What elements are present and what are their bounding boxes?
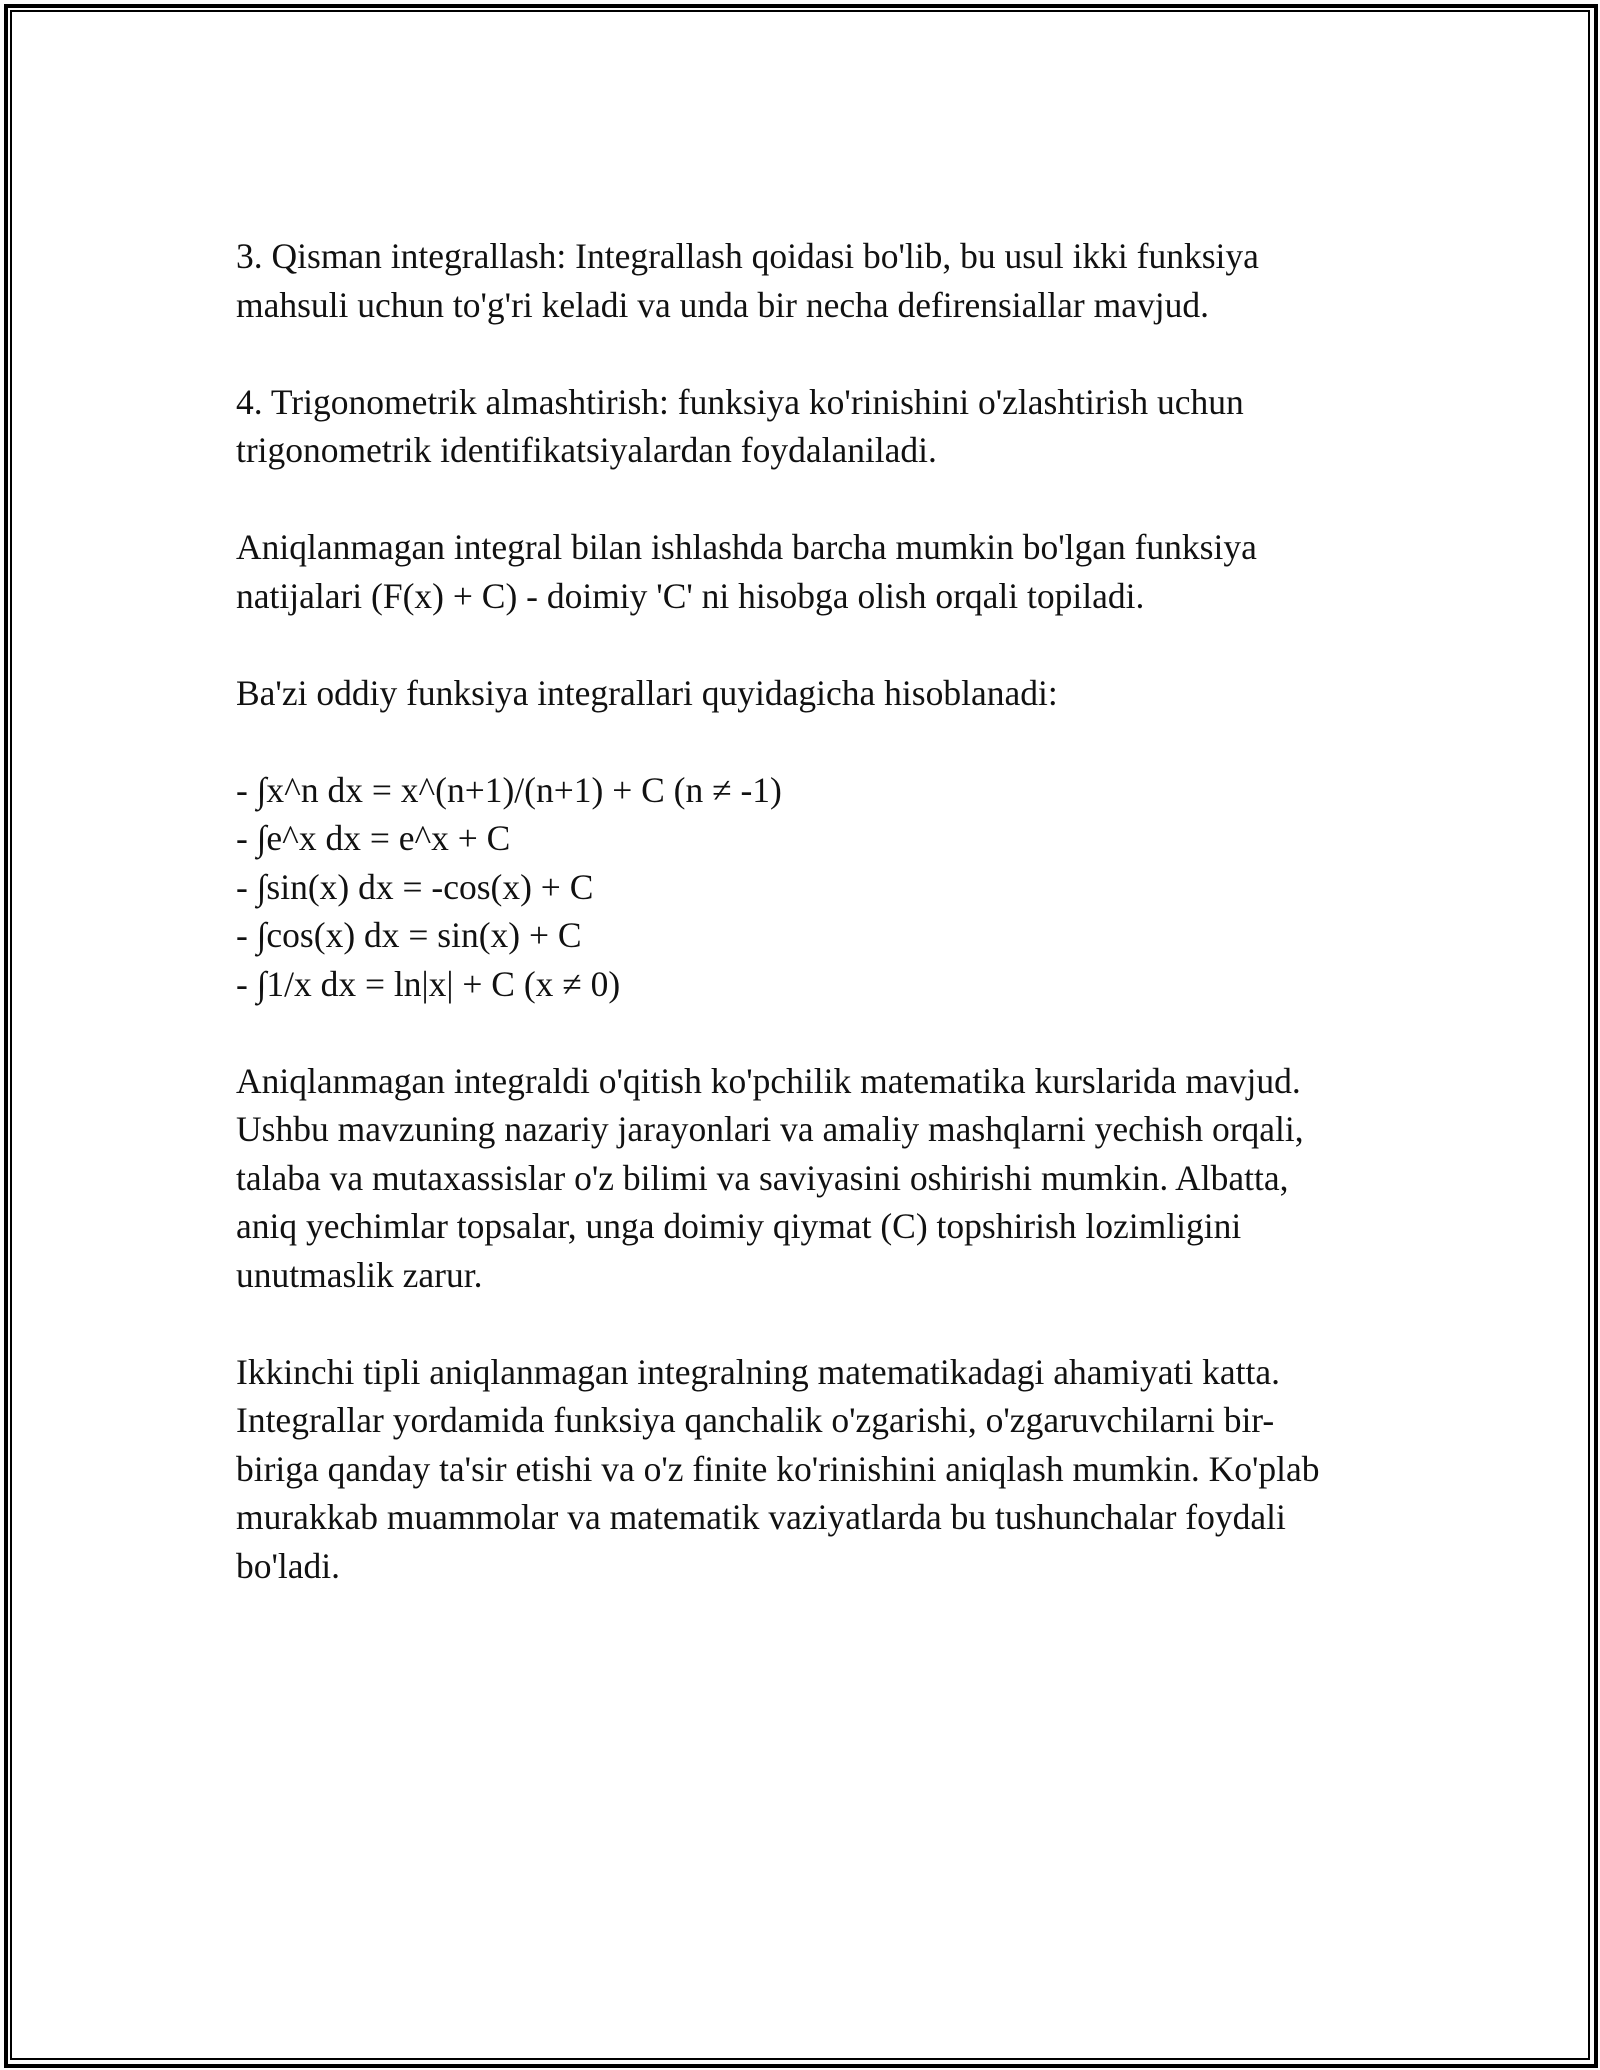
text-line: murakkab muammolar va matematik vaziyatlarda bu tushunchalar foydali — [236, 1497, 1286, 1537]
text-line: unutmaslik zarur. — [236, 1254, 483, 1295]
text-line: Integrallar yordamida funksiya qanchalik o'zgarishi, o'zgaruvchilarni bir- — [236, 1400, 1275, 1440]
paragraph-trigonometric-substitution — [236, 378, 1386, 475]
text-line: Aniqlanmagan integral bilan ishlashda barcha mumkin bo'lgan funksiya — [236, 527, 1257, 567]
integral-formula-list — [236, 766, 1386, 1009]
text-line: Ba'zi oddiy funksiya integrallari quyidagicha hisoblanadi: — [236, 672, 1058, 713]
paragraph-formula-intro — [236, 669, 1386, 718]
formula-item-exponential: - ∫e^x dx = e^x + C — [236, 818, 511, 858]
formula-item-power: - ∫x^n dx = x^(n+1)/(n+1) + C (n ≠ -1) — [236, 769, 782, 810]
text-line: trigonometrik identifikatsiyalardan foydalaniladi. — [236, 430, 937, 470]
paragraph-constant-c — [236, 523, 1386, 620]
paragraph-importance — [236, 1348, 1386, 1591]
paragraph-partial-integration — [236, 232, 1386, 329]
text-line: Ikkinchi tipli aniqlanmagan integralning matematikadagi ahamiyati katta. — [236, 1351, 1280, 1392]
text-line: talaba va mutaxassislar o'z bilimi va saviyasini oshirishi mumkin. Albatta, — [236, 1157, 1289, 1198]
paragraph-teaching — [236, 1057, 1386, 1300]
text-line: natijalari (F(x) + C) - doimiy 'C' ni hisobga olish orqali topiladi. — [236, 575, 1145, 616]
text-line: biriga qanday ta'sir etishi va o'z finite ko'rinishini aniqlash mumkin. Ko'plab — [236, 1448, 1320, 1489]
text-line: 4. Trigonometrik almashtirish: funksiya ko'rinishini o'zlashtirish uchun — [236, 381, 1244, 422]
document-body — [236, 232, 1386, 1639]
text-line: mahsuli uchun to'g'ri keladi va unda bir necha defirensiallar mavjud. — [236, 284, 1209, 325]
text-line: bo'ladi. — [236, 1545, 341, 1586]
formula-item-reciprocal: - ∫1/x dx = ln|x| + C (x ≠ 0) — [236, 963, 621, 1004]
formula-item-cosine: - ∫cos(x) dx = sin(x) + C — [236, 915, 582, 955]
text-line: Aniqlanmagan integraldi o'qitish ko'pchilik matematika kurslarida mavjud. — [236, 1060, 1301, 1101]
text-line: aniq yechimlar topsalar, unga doimiy qiymat (C) topshirish lozimligini — [236, 1206, 1242, 1246]
text-line: Ushbu mavzuning nazariy jarayonlari va amaliy mashqlarni yechish orqali, — [236, 1109, 1304, 1149]
formula-item-sine: - ∫sin(x) dx = -cos(x) + C — [236, 866, 594, 907]
text-line: 3. Qisman integrallash: Integrallash qoidasi bo'lib, bu usul ikki funksiya — [236, 236, 1259, 276]
